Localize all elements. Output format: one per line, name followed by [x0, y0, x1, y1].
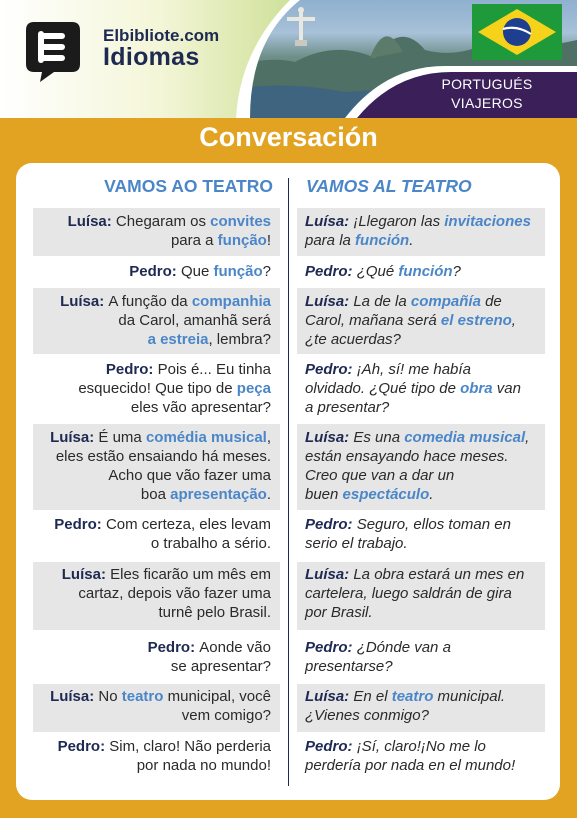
dialogue-text: , — [266, 429, 271, 446]
dialogue-text: serio el trabajo. — [305, 535, 408, 552]
vocabulary-highlight: comédia musical — [145, 429, 267, 446]
spanish-line — [305, 292, 540, 349]
dialogue-text: ¿Vienes conmigo? — [305, 707, 429, 724]
speaker-name: Pedro: — [305, 516, 357, 533]
dialogue-text: por nada no mundo! — [136, 757, 271, 774]
dialogue-text: ¿Dónde van a — [356, 639, 451, 656]
dialogue-text: . — [429, 486, 434, 503]
speaker-name: Luísa: — [305, 293, 354, 310]
dialogue-text: , — [511, 312, 516, 329]
portuguese-line — [33, 292, 271, 349]
speaker-name: Pedro: — [305, 263, 357, 280]
vocabulary-highlight: apresentação — [170, 486, 267, 503]
spanish-line — [305, 687, 540, 725]
dialogue-text: da Carol, amanhã será — [118, 312, 271, 329]
dialogue-text: La obra estará un mes en — [353, 566, 525, 583]
dialogue-text: Sim, claro! Não perderia — [109, 738, 271, 755]
dialogue-text: A função da — [108, 293, 192, 310]
dialogue-text: Aonde vão — [199, 639, 271, 656]
column-divider — [288, 178, 289, 786]
speaker-name: Pedro: — [305, 361, 357, 378]
speaker-name: Pedro: — [54, 516, 106, 533]
dialogue-text: ¡Ah, sí! me había — [356, 361, 471, 378]
dialogue-text: . — [409, 232, 414, 249]
vocabulary-highlight: compañía — [410, 293, 481, 310]
speaker-name: Luísa: — [305, 213, 354, 230]
dialogue-text: ¡Llegaron las — [353, 213, 445, 230]
portuguese-line — [33, 565, 271, 622]
speaker-name: Luísa: — [60, 293, 109, 310]
dialogue-text: Que — [180, 263, 214, 280]
dialogue-text: turnê pelo Brasil. — [158, 604, 271, 621]
dialogue-text: municipal. — [433, 688, 506, 705]
spanish-line — [305, 638, 540, 676]
dialogue-text: para a — [170, 232, 218, 249]
dialogue-text: ? — [452, 263, 461, 280]
dialogue-text: para la — [305, 232, 356, 249]
vocabulary-highlight: teatro — [391, 688, 434, 705]
dialogue-text: se apresentar? — [170, 658, 271, 675]
portuguese-line — [33, 212, 271, 250]
column-header-portuguese: VAMOS AO TEATRO — [104, 176, 273, 196]
vocabulary-highlight: el estreno — [440, 312, 512, 329]
vocabulary-highlight: convites — [210, 213, 271, 230]
dialogue-text: En el — [353, 688, 392, 705]
dialogue-text: No — [98, 688, 122, 705]
portuguese-line — [33, 687, 271, 725]
portuguese-line — [33, 428, 271, 504]
dialogue-text: van — [492, 380, 521, 397]
tag-language: PORTUGUÉS — [441, 76, 533, 92]
speaker-name: Luísa: — [305, 688, 354, 705]
speaker-name: Luísa: — [50, 429, 99, 446]
dialogue-text: buen — [305, 486, 343, 503]
dialogue-text: Seguro, ellos toman en — [356, 516, 511, 533]
vocabulary-highlight: espectáculo — [342, 486, 430, 503]
speaker-name: Luísa: — [305, 566, 354, 583]
dialogue-text: a presentar? — [305, 399, 390, 416]
spanish-line — [305, 262, 540, 281]
dialogue-text: de — [480, 293, 502, 310]
dialogue-text: eles estão ensaiando há meses. — [55, 448, 271, 465]
spanish-line — [305, 212, 540, 250]
dialogue-text: cartelera, luego saldrán de gira — [305, 585, 512, 602]
vocabulary-highlight: a estreia — [147, 331, 209, 348]
dialogue-text: Pois é... Eu tinha — [157, 361, 271, 378]
tag-topic: VIAJEROS — [451, 95, 523, 111]
dialogue-text: presentarse? — [305, 658, 393, 675]
spanish-line — [305, 565, 540, 622]
header-banner — [0, 0, 577, 118]
dialogue-text: olvidado. ¿Qué tipo de — [305, 380, 461, 397]
column-header-spanish: VAMOS AL TEATRO — [306, 176, 472, 196]
vocabulary-highlight: companhia — [191, 293, 271, 310]
dialogue-text: Acho que vão fazer uma — [108, 467, 271, 484]
dialogue-text: Eles ficarão um mês em — [110, 566, 271, 583]
dialogue-text: ! — [266, 232, 271, 249]
brand-name: Elbibliote.com — [103, 26, 220, 45]
spanish-line — [305, 737, 540, 775]
dialogue-text: perdería por nada en el mundo! — [305, 757, 516, 774]
speaker-name: Pedro: — [305, 639, 357, 656]
speaker-name: Pedro: — [305, 738, 357, 755]
speaker-name: Luísa: — [50, 688, 99, 705]
dialogue-text: Chegaram os — [115, 213, 211, 230]
dialogue-text: esquecido! Que tipo de — [78, 380, 237, 397]
vocabulary-highlight: función — [398, 263, 453, 280]
dialogue-text: É uma — [98, 429, 146, 446]
dialogue-text: o trabalho a sério. — [150, 535, 271, 552]
spanish-line — [305, 360, 540, 417]
vocabulary-highlight: teatro — [121, 688, 164, 705]
speaker-name: Pedro: — [105, 361, 158, 378]
dialogue-text: por Brasil. — [305, 604, 373, 621]
speaker-name: Pedro: — [57, 738, 110, 755]
dialogue-text: , — [525, 429, 530, 446]
dialogue-text: ? — [262, 263, 271, 280]
elbibliote-logo-icon — [24, 20, 82, 82]
brazil-flag-icon — [472, 4, 562, 60]
dialogue-text: eles vão apresentar? — [130, 399, 271, 416]
dialogue-text: Com certeza, eles levam — [105, 516, 271, 533]
dialogue-text: Creo que van a dar un — [305, 467, 455, 484]
portuguese-line — [33, 262, 271, 281]
vocabulary-highlight: función — [355, 232, 410, 249]
spanish-line — [305, 515, 540, 553]
brand-subtitle: Idiomas — [103, 43, 200, 71]
spanish-line — [305, 428, 540, 504]
portuguese-line — [33, 638, 271, 676]
speaker-name: Pedro: — [129, 263, 181, 280]
speaker-name: Luísa: — [61, 566, 111, 583]
dialogue-text: . — [266, 486, 271, 503]
vocabulary-highlight: função — [217, 232, 267, 249]
vocabulary-highlight: peça — [236, 380, 271, 397]
speaker-name: Luísa: — [305, 429, 354, 446]
speaker-name: Pedro: — [147, 639, 200, 656]
dialogue-text: boa — [140, 486, 171, 503]
dialogue-text: vem comigo? — [181, 707, 271, 724]
dialogue-text: municipal, você — [163, 688, 271, 705]
dialogue-text: cartaz, depois vão fazer uma — [78, 585, 271, 602]
dialogue-text: están ensayando hace meses. — [305, 448, 509, 465]
vocabulary-highlight: invitaciones — [444, 213, 531, 230]
portuguese-line — [33, 360, 271, 417]
dialogue-text: Es una — [353, 429, 405, 446]
dialogue-text: Carol, mañana será — [305, 312, 441, 329]
vocabulary-highlight: obra — [460, 380, 493, 397]
portuguese-line — [33, 515, 271, 553]
dialogue-text: La de la — [353, 293, 411, 310]
page-title: Conversación — [199, 122, 378, 152]
dialogue-text: , lembra? — [208, 331, 271, 348]
vocabulary-highlight: comedia musical — [404, 429, 526, 446]
dialogue-text: ¿te acuerdas? — [305, 331, 401, 348]
vocabulary-highlight: função — [213, 263, 263, 280]
dialogue-text: ¡Sí, claro!¡No me lo — [356, 738, 486, 755]
dialogue-text: ¿Qué — [356, 263, 399, 280]
speaker-name: Luísa: — [67, 213, 116, 230]
portuguese-line — [33, 737, 271, 775]
